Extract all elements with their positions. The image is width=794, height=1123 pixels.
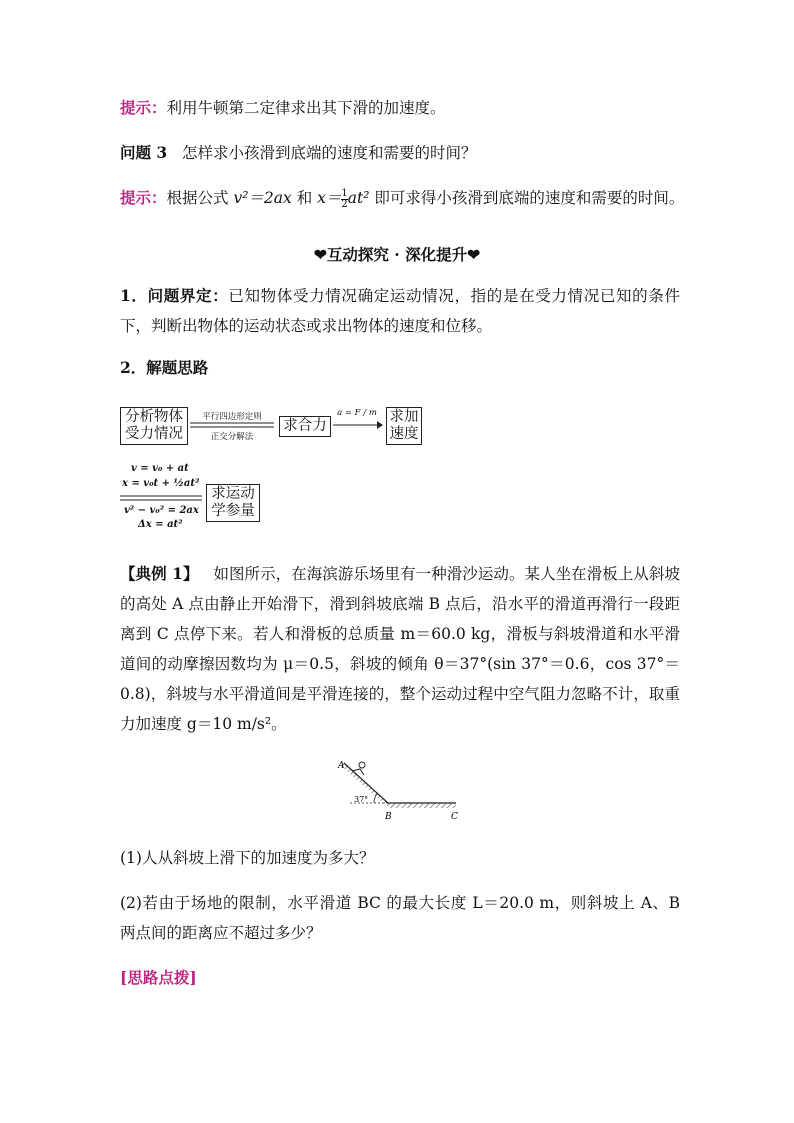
kinematic-formula-4: Δx = at² [138, 519, 183, 530]
hint-text-post: 即可求得小孩滑到底端的速度和需要的时间。 [369, 189, 685, 207]
example-label: 【典例 1】 [120, 564, 199, 583]
kinematic-formula-1: v = v₀ + at [131, 463, 189, 474]
kinematic-formula-2: x = v₀t + ½at² [122, 478, 200, 489]
sub-question-1: (1)人从斜坡上滑下的加速度为多大？ [120, 849, 375, 867]
slope-diagram [330, 755, 470, 825]
item-number: 2． [120, 358, 147, 377]
item-number: 1． [120, 286, 148, 305]
flow-box-kinematic-quantities: 求运动学参量 [206, 484, 260, 522]
example-1 [120, 559, 680, 739]
flow-arrow1-top-label: 平行四边形定则 [202, 412, 262, 422]
hint-text: 利用牛顿第二定律求出其下滑的加速度。 [166, 99, 446, 117]
label-a: A [338, 761, 345, 771]
question-label: 问题 3 [120, 143, 168, 162]
flow-arrow2-top-label: a = F / m [337, 408, 377, 418]
flow-arrow1-bottom-label: 正交分解法 [210, 432, 254, 442]
label-c: C [451, 812, 458, 822]
hint-label: 提示： [120, 98, 167, 117]
question-text: 怎样求小孩滑到底端的速度和需要的时间？ [181, 144, 477, 162]
ground-hatch [388, 803, 456, 808]
formula-2a: x＝ [317, 189, 342, 207]
question-3 [120, 143, 476, 163]
flow-box-resultant-force: 求合力 [279, 416, 331, 437]
item-2 [120, 358, 208, 378]
section-title: ❤互动探究 · 深化提升❤ [313, 245, 481, 264]
hint-text-pre: 根据公式 [166, 189, 234, 207]
flow-double-line [190, 421, 276, 429]
item-1 [120, 281, 680, 341]
flow-box-acceleration: 求加速度 [386, 407, 422, 445]
item-text: 已知物体受力情况确定运动情况，指的是在受力情况已知的条件下，判断出物体的运动状态或求出物体的速度和位移。 [120, 287, 680, 335]
hint-2 [120, 188, 684, 210]
hint-text-mid: 和 [291, 189, 318, 207]
hint-label: 提示： [120, 188, 167, 207]
hint-1 [120, 98, 446, 118]
angle-label: 37° [354, 795, 369, 804]
formula-2b: at² [347, 189, 370, 207]
item-label: 问题界定： [147, 286, 229, 305]
flow-arrow-icon [333, 420, 383, 430]
example-text: 如图所示，在海滨游乐场里有一种滑沙运动。某人坐在滑板上从斜坡的高处 A 点由静止开始滑下，滑到斜坡底端 B 点后，沿水平的滑道再滑行一段距离到 C 点停下来。若人和滑板的总质量 m＝60.0 kg，滑板与斜坡滑道和水平滑道间的动摩擦因数均为 μ＝0.5，斜坡的倾角 θ＝37°(sin 37°＝0.6，cos 37°＝0.8)，斜坡与水平滑道间是平滑连接的，整个运动过程中空气阻力忽略不计，取重力加速度 g＝10 m/s²。 [120, 565, 681, 733]
person-head-icon [359, 762, 365, 768]
item-label: 解题思路 [146, 358, 209, 377]
kinematic-formula-3: v² − v₀² = 2ax [124, 505, 199, 516]
sub-question-2: (2)若由于场地的限制，水平滑道 BC 的最大长度 L＝20.0 m，则斜坡上 A、B 两点间的距离应不超过多少？ [120, 894, 680, 942]
label-b: B [385, 812, 392, 822]
fraction: $\frac{1}{2}$ [341, 187, 348, 210]
reasoning-tips: [思路点拨] [120, 968, 197, 987]
flow-box-analyze-forces: 分析物体受力情况 [120, 407, 188, 445]
flow-double-line-2 [120, 494, 204, 502]
formula-1: v²＝2ax [233, 189, 292, 207]
